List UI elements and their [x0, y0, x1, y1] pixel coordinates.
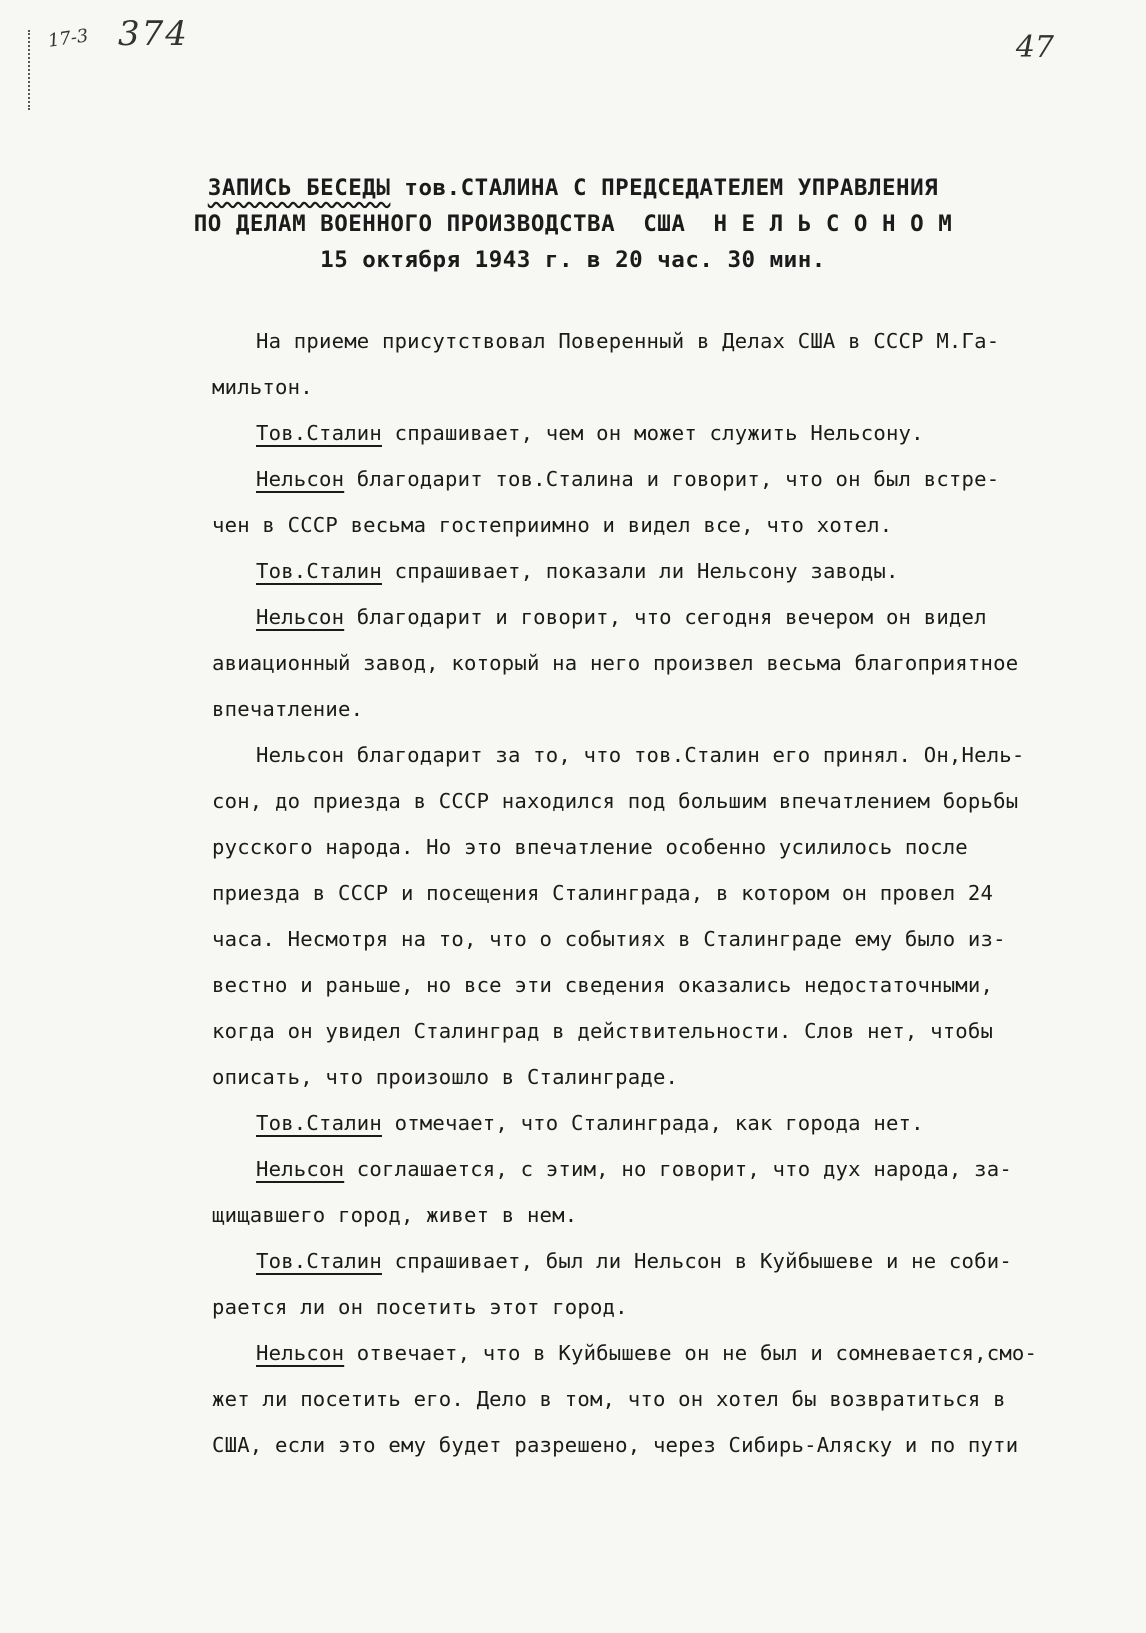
- paragraph-line: мильтон.: [212, 375, 313, 399]
- paragraph-text: спрашивает, показали ли Нельсону заводы.: [382, 559, 899, 583]
- speaker-name: Нельсон: [256, 605, 345, 629]
- speaker-name: Нельсон: [256, 467, 345, 491]
- title-underlined-phrase: ЗАПИСЬ БЕСЕДЫ: [207, 175, 391, 201]
- archive-number: 374: [118, 14, 189, 54]
- paragraph-line: приезда в СССР и посещения Сталинграда, в котором он провел 24: [212, 881, 994, 905]
- speaker-name: Тов.Сталин: [256, 421, 382, 445]
- paragraph-line: [212, 1100, 1084, 1146]
- paragraph-text: спрашивает, чем он может служить Нельсону.: [382, 421, 924, 445]
- paragraph-text: благодарит тов.Сталина и говорит, что он был встре-: [344, 467, 1000, 491]
- paragraph-line: [212, 410, 1084, 456]
- paragraph-line: [212, 1238, 1084, 1284]
- paragraph-line: впечатление.: [212, 697, 364, 721]
- paragraph-line: когда он увидел Сталинград в действительности. Слов нет, чтобы: [212, 1019, 994, 1043]
- paragraph-line: [212, 594, 1084, 640]
- paragraph-line: рается ли он посетить этот город.: [212, 1295, 628, 1319]
- archive-mark: 17-3: [46, 25, 90, 52]
- speaker-name: Нельсон: [256, 1341, 345, 1365]
- title-line-2: ПО ДЕЛАМ ВОЕННОГО ПРОИЗВОДСТВА США Н Е Л Ь С О Н О М: [193, 211, 953, 237]
- title-line-3: 15 октября 1943 г. в 20 час. 30 мин.: [320, 247, 826, 273]
- paragraph-line: жет ли посетить его. Дело в том, что он хотел бы возвратиться в: [212, 1387, 1006, 1411]
- speaker-name: Тов.Сталин: [256, 1111, 382, 1135]
- paragraph-line: часа. Несмотря на то, что о событиях в Сталинграде ему было из-: [212, 927, 1006, 951]
- paragraph-line: сон, до приезда в СССР находился под большим впечатлением борьбы: [212, 789, 1019, 813]
- speaker-name: Нельсон: [256, 1157, 345, 1181]
- margin-mark: [28, 30, 32, 110]
- speaker-name: Тов.Сталин: [256, 559, 382, 583]
- paragraph-text: отвечает, что в Куйбышеве он не был и сомневается,смо-: [344, 1341, 1038, 1365]
- paragraph-line: вестно и раньше, но все эти сведения оказались недостаточными,: [212, 973, 994, 997]
- speaker-name: Тов.Сталин: [256, 1249, 382, 1273]
- title-line-1: [0, 170, 1146, 206]
- title-line-1-rest: тов.СТАЛИНА С ПРЕДСЕДАТЕЛЕМ УПРАВЛЕНИЯ: [390, 175, 939, 201]
- paragraph-line: русского народа. Но это впечатление особенно усилилось после: [212, 835, 968, 859]
- document-title: [0, 170, 1146, 278]
- paragraph-text: отмечает, что Сталинграда, как города нет.: [382, 1111, 924, 1135]
- paragraph-line: щищавшего город, живет в нем.: [212, 1203, 578, 1227]
- paragraph-line: [212, 456, 1084, 502]
- paragraph-text: спрашивает, был ли Нельсон в Куйбышеве и не соби-: [382, 1249, 1012, 1273]
- paragraph-line: Нельсон благодарит за то, что тов.Сталин его принял. Он,Нель-: [256, 743, 1025, 767]
- document-body: [212, 318, 1084, 1468]
- paragraph-line: чен в СССР весьма гостеприимно и видел все, что хотел.: [212, 513, 893, 537]
- paragraph-line: [212, 1330, 1084, 1376]
- paragraph-text: соглашается, с этим, но говорит, что дух народа, за-: [344, 1157, 1012, 1181]
- page-number: 47: [1015, 30, 1054, 65]
- paragraph-line: [212, 548, 1084, 594]
- paragraph-line: [212, 1146, 1084, 1192]
- paragraph-line: описать, что произошло в Сталинграде.: [212, 1065, 679, 1089]
- paragraph-line: авиационный завод, который на него произвел весьма благоприятное: [212, 651, 1019, 675]
- paragraph-line: США, если это ему будет разрешено, через Сибирь-Аляску и по пути: [212, 1433, 1019, 1457]
- paragraph-text: благодарит и говорит, что сегодня вечером он видел: [344, 605, 987, 629]
- paragraph-line: На приеме присутствовал Поверенный в Делах США в СССР М.Га-: [256, 329, 1000, 353]
